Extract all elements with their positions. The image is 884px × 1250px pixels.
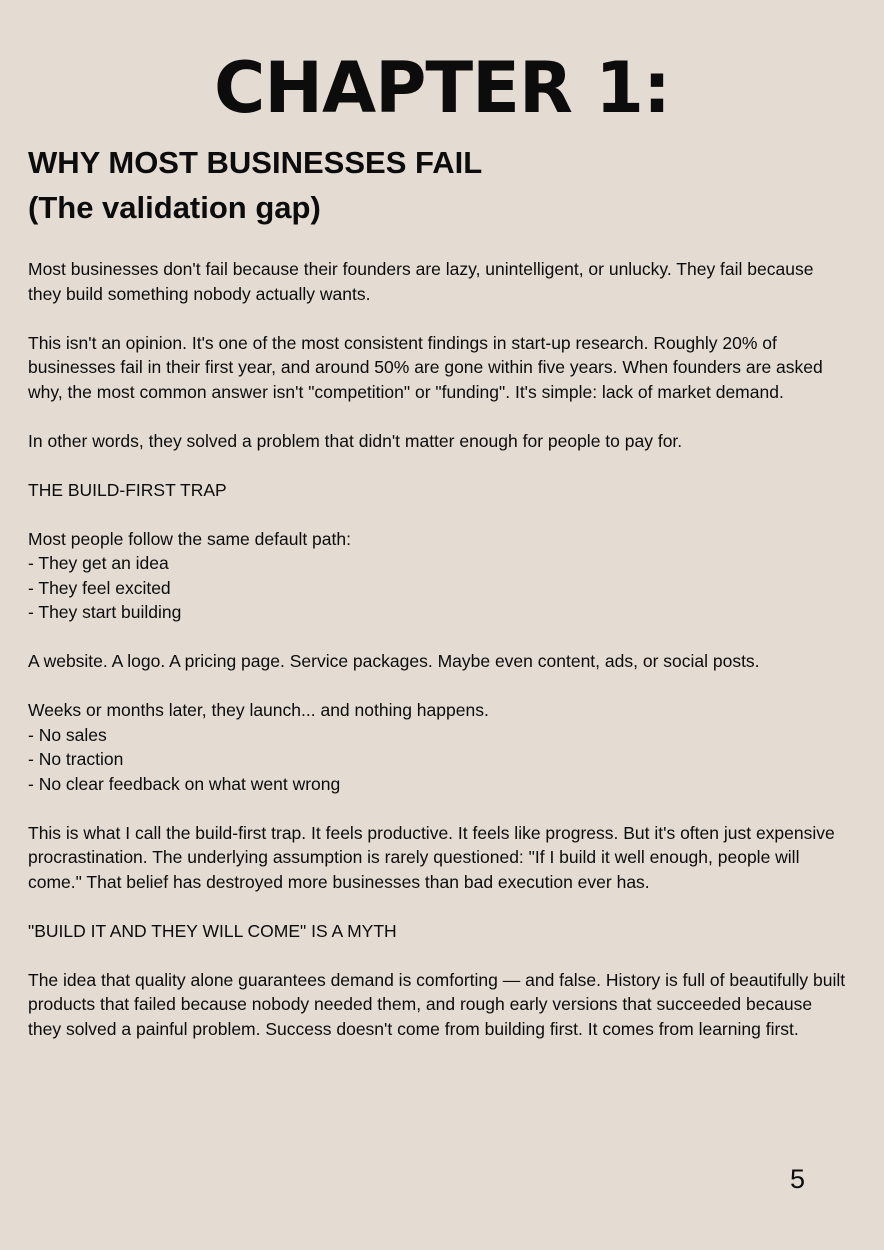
paragraph: In other words, they solved a problem that didn't matter enough for people to pay for. xyxy=(28,430,683,451)
list-item: - No sales xyxy=(28,724,107,745)
list-intro: Most people follow the same default path: xyxy=(28,528,351,549)
paragraph: Most businesses don't fail because their founders are lazy, unintelligent, or unlucky. They fail because they build something nobody actually wants. xyxy=(28,259,814,304)
chapter-title: CHAPTER 1: xyxy=(214,47,670,129)
list-intro: Weeks or months later, they launch... and nothing happens. xyxy=(28,700,489,720)
paragraph: A website. A logo. A pricing page. Service packages. Maybe even content, ads, or social posts. xyxy=(28,651,760,671)
chapter-body xyxy=(28,257,848,1066)
list-item: - No traction xyxy=(28,749,124,769)
paragraph: This is what I call the build-first trap. It feels productive. It feels like progress. But it's often just expensive procrastination. The underlying assumption is rarely questioned: "If I build it well enough, people will come." That belief has destroyed more businesses than bad execution ever has. xyxy=(28,822,835,892)
list-item: - They start building xyxy=(28,602,182,622)
default-path-list xyxy=(28,527,848,625)
list-item: - They get an idea xyxy=(28,553,169,573)
section-heading: "BUILD IT AND THEY WILL COME" IS A MYTH xyxy=(28,920,397,941)
list-item: - They feel excited xyxy=(28,577,171,598)
chapter-subtitle-parenthetical: (The validation gap) xyxy=(28,190,321,225)
paragraph: The idea that quality alone guarantees demand is comforting — and false. History is full of beautifully built products that failed because nobody needed them, and rough early versions that succeeded because they solved a painful problem. Success doesn't come from building first. It comes from learning first. xyxy=(28,969,846,1039)
launch-outcome-list xyxy=(28,698,848,796)
section-heading: THE BUILD-FIRST TRAP xyxy=(28,479,227,500)
list-item: - No clear feedback on what went wrong xyxy=(28,773,341,794)
paragraph: This isn't an opinion. It's one of the most consistent findings in start-up research. Roughly 20% of businesses fail in their first year, and around 50% are gone within five years. When founders are asked why, the most common answer isn't "competition" or "funding". It's simple: lack of market demand. xyxy=(28,332,823,402)
chapter-subtitle: WHY MOST BUSINESSES FAIL xyxy=(28,145,483,180)
page-number: 5 xyxy=(790,1164,806,1194)
